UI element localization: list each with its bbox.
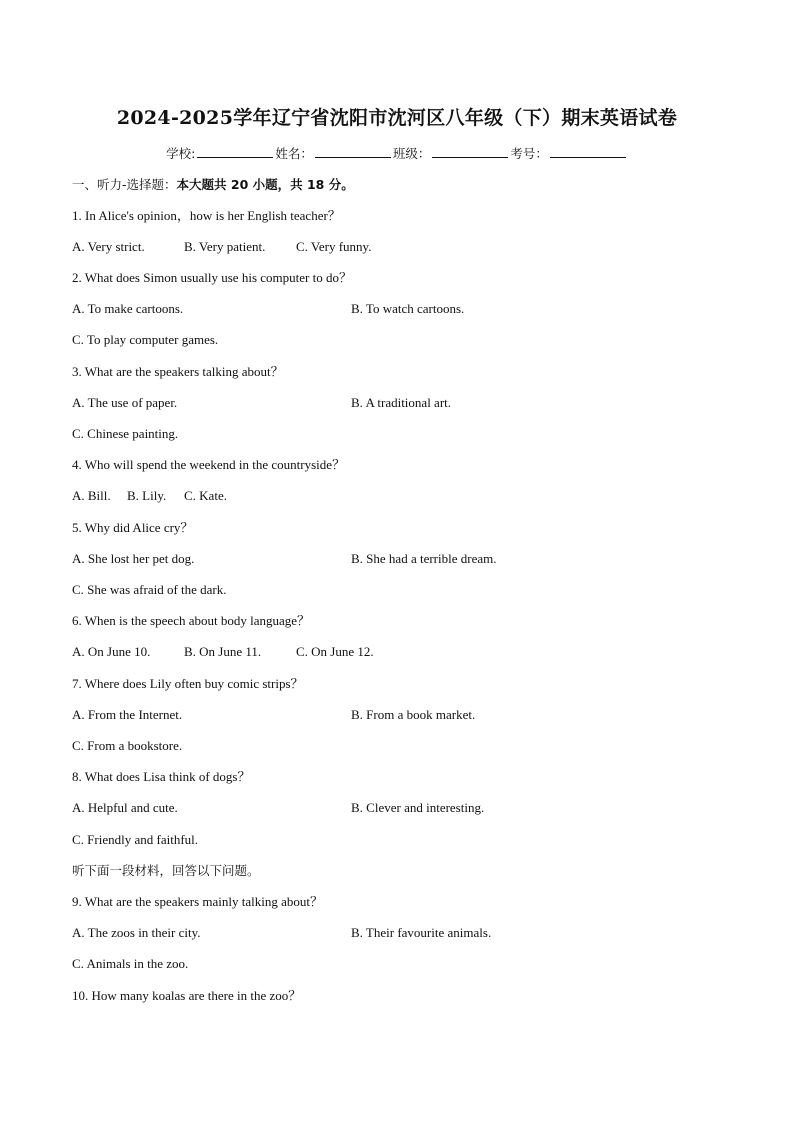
listening-instruction: 听下面一段材料，回答以下问题。 bbox=[72, 863, 260, 878]
q3-option-b: B. A traditional art. bbox=[351, 395, 452, 410]
q9-option-b: B. Their favourite animals. bbox=[351, 925, 492, 940]
question-8: 8. What does Lisa think of dogs？ bbox=[72, 769, 251, 784]
question-2: 2. What does Simon usually use his computer to do？ bbox=[72, 270, 352, 285]
question-6: 6. When is the speech about body language？ bbox=[72, 613, 311, 628]
student-info-line bbox=[0, 144, 794, 162]
q8-option-c: C. Friendly and faithful. bbox=[72, 832, 199, 847]
q3-option-c: C. Chinese painting. bbox=[72, 426, 179, 441]
q1-option-a: A. Very strict. bbox=[72, 239, 145, 254]
q5-option-b: B. She had a terrible dream. bbox=[351, 551, 497, 566]
section-heading bbox=[72, 177, 354, 193]
question-5: 5. Why did Alice cry？ bbox=[72, 520, 194, 535]
q7-option-a: A. From the Internet. bbox=[72, 707, 183, 722]
q5-option-c: C. She was afraid of the dark. bbox=[72, 582, 227, 597]
exam-no-blank[interactable] bbox=[550, 146, 626, 158]
q6-option-a: A. On June 10. bbox=[72, 644, 151, 659]
class-label: 班级： bbox=[392, 146, 431, 161]
class-blank[interactable] bbox=[432, 146, 508, 158]
q4-option-a: A. Bill. bbox=[72, 488, 111, 503]
question-3: 3. What are the speakers talking about？ bbox=[72, 364, 284, 379]
section-heading-prefix: 一、听力-选择题： bbox=[72, 177, 177, 192]
q7-option-b: B. From a book market. bbox=[351, 707, 476, 722]
q9-option-c: C. Animals in the zoo. bbox=[72, 956, 189, 971]
question-10: 10. How many koalas are there in the zoo？ bbox=[72, 988, 302, 1003]
q8-option-b: B. Clever and interesting. bbox=[351, 800, 485, 815]
section-heading-bold: 本大题共 20 小题，共 18 分。 bbox=[176, 177, 354, 192]
q8-option-a: A. Helpful and cute. bbox=[72, 800, 178, 815]
q5-option-a: A. She lost her pet dog. bbox=[72, 551, 195, 566]
q4-option-c: C. Kate. bbox=[184, 488, 227, 503]
name-label: 姓名： bbox=[275, 146, 313, 161]
question-7: 7. Where does Lily often buy comic strips？ bbox=[72, 676, 304, 691]
page-title: 2024-2025学年辽宁省沈阳市沈河区八年级（下）期末英语试卷 bbox=[116, 107, 678, 129]
q2-option-a: A. To make cartoons. bbox=[72, 301, 184, 316]
q1-option-c: C. Very funny. bbox=[296, 239, 372, 254]
q2-option-c: C. To play computer games. bbox=[72, 332, 219, 347]
q6-option-b: B. On June 11. bbox=[184, 644, 262, 659]
exam-no-label: 考号： bbox=[510, 146, 548, 161]
question-1: 1. In Alice's opinion，how is her English teacher？ bbox=[72, 208, 341, 223]
school-blank[interactable] bbox=[197, 146, 273, 158]
q6-option-c: C. On June 12. bbox=[296, 644, 374, 659]
q9-option-a: A. The zoos in their city. bbox=[72, 925, 201, 940]
q3-option-a: A. The use of paper. bbox=[72, 395, 178, 410]
name-blank[interactable] bbox=[315, 146, 391, 158]
q4-option-b: B. Lily. bbox=[127, 488, 167, 503]
school-label: 学校: bbox=[166, 146, 196, 161]
q7-option-c: C. From a bookstore. bbox=[72, 738, 183, 753]
q1-option-b: B. Very patient. bbox=[184, 239, 266, 254]
question-9: 9. What are the speakers mainly talking about？ bbox=[72, 894, 324, 909]
question-4: 4. Who will spend the weekend in the countryside？ bbox=[72, 457, 346, 472]
q2-option-b: B. To watch cartoons. bbox=[351, 301, 465, 316]
